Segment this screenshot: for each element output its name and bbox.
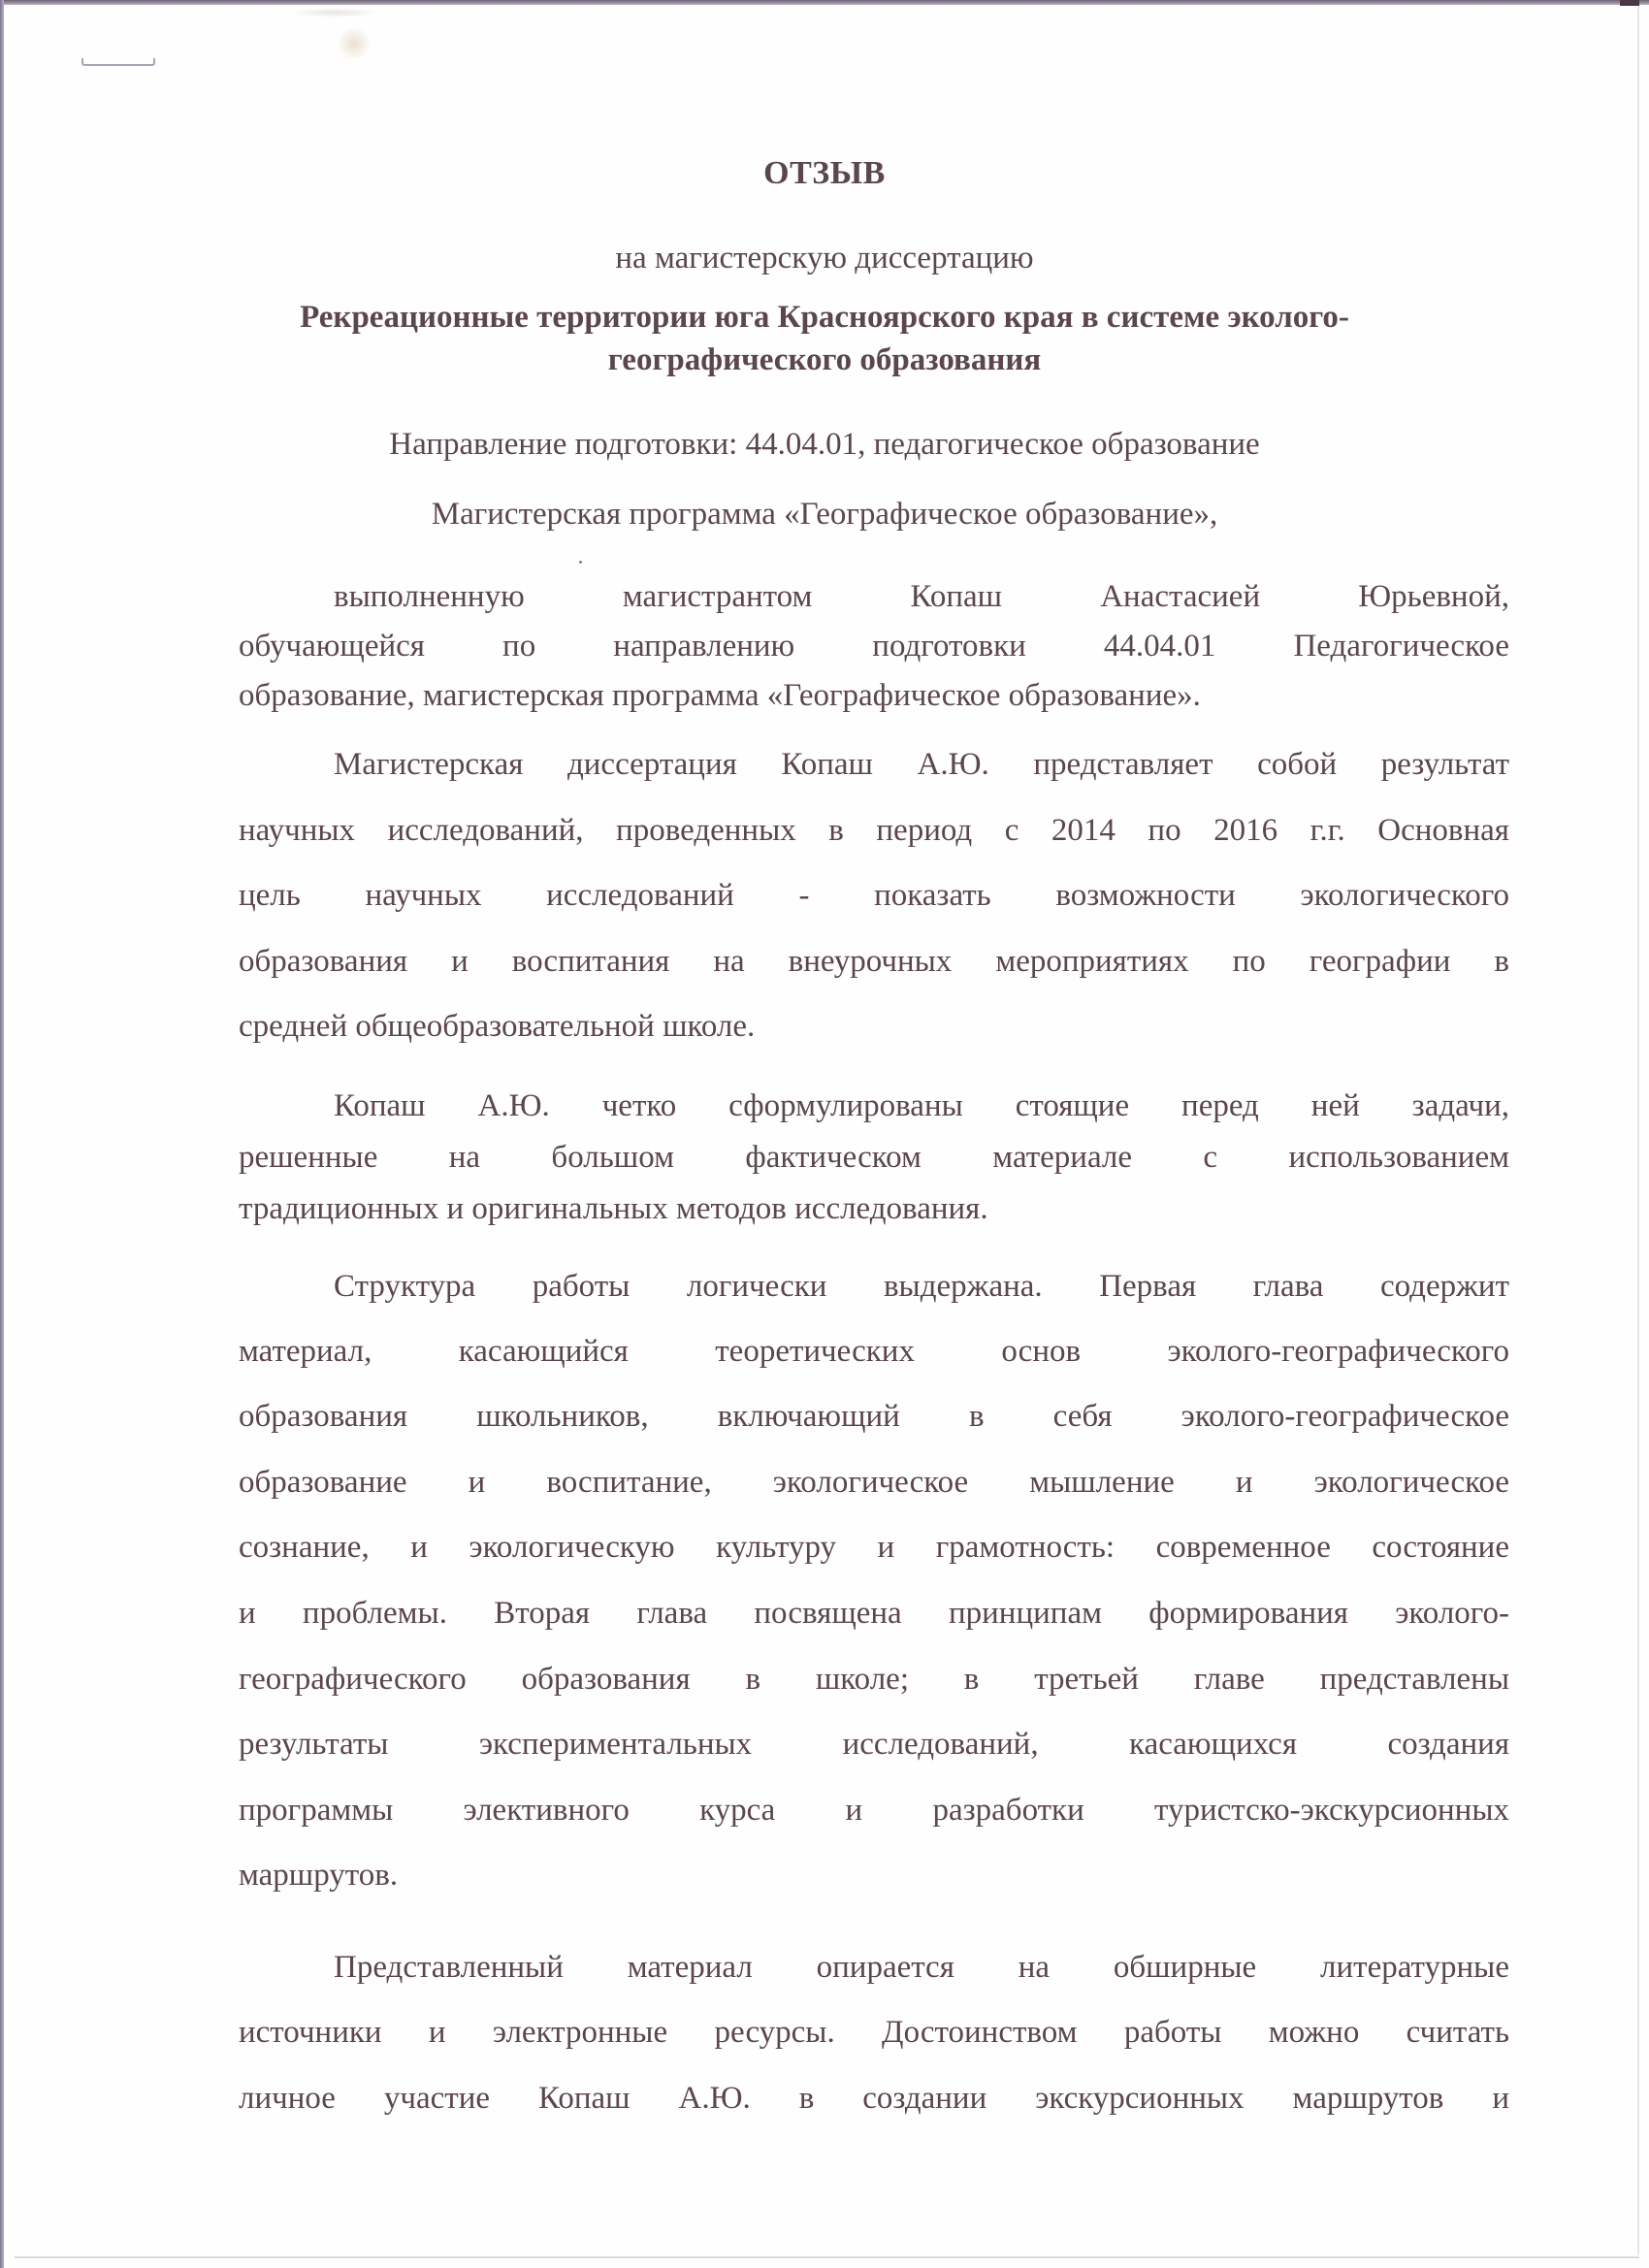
paragraph-line: научных исследований, проведенных в период с 2014 по 2016 г.г. Основная (239, 813, 1509, 848)
paragraph-line: географического образования в школе; в третьей главе представлены (239, 1662, 1509, 1697)
paragraph-line: средней общеобразовательной школе. (239, 1009, 756, 1044)
paragraph-line: Магистерская диссертация Копаш А.Ю. представляет собой результат (334, 747, 1509, 782)
paragraph-line: традиционных и оригинальных методов исследования. (239, 1191, 988, 1226)
paragraph-line: образование и воспитание, экологическое мышление и экологическое (239, 1465, 1509, 1500)
stamp-smudge-mark (335, 29, 373, 58)
paragraph-line: источники и электронные ресурсы. Достоинством работы можно считать (239, 2015, 1509, 2050)
paragraph-line: результаты экспериментальных исследований, касающихся создания (239, 1727, 1509, 1762)
paragraph-line: и проблемы. Вторая глава посвящена принципам формирования эколого- (239, 1596, 1509, 1631)
paragraph-line: Представленный материал опирается на обширные литературные (334, 1950, 1509, 1985)
paragraph-line: цель научных исследований - показать возможности экологического (239, 878, 1509, 913)
study-direction: Направление подготовки: 44.04.01, педагогическое образование (389, 427, 1260, 462)
master-program: Магистерская программа «Географическое образование», (431, 497, 1218, 532)
document-subtitle: на магистерскую диссертацию (615, 241, 1034, 275)
paragraph-line: выполненную магистрантом Копаш Анастасией Юрьевной, (334, 579, 1509, 614)
paragraph-line: решенные на большом фактическом материале с использованием (239, 1140, 1509, 1175)
paragraph-line: Структура работы логически выдержана. Первая глава содержит (334, 1269, 1509, 1304)
thesis-title-line: географического образования (607, 342, 1042, 377)
scan-edge-bottom (15, 2256, 1639, 2258)
paragraph-line: образования школьников, включающий в себя эколого-географическое (239, 1399, 1509, 1434)
paragraph-line: сознание, и экологическую культуру и грамотность: современное состояние (239, 1530, 1509, 1565)
paragraph-line: личное участие Копаш А.Ю. в создании экскурсионных маршрутов и (239, 2081, 1509, 2116)
paragraph-line: маршрутов. (239, 1858, 399, 1893)
document-title: ОТЗЫВ (763, 155, 886, 191)
staple-mark-icon (81, 58, 155, 66)
paragraph-line: программы элективного курса и разработки туристско-экскурсионных (239, 1793, 1509, 1828)
scan-edge-top (0, 0, 1649, 5)
paragraph-line: образования и воспитания на внеурочных мероприятиях по географии в (239, 944, 1509, 979)
smudge-mark (291, 8, 378, 17)
scan-corner-mark (1620, 0, 1639, 6)
paragraph-line: Копаш А.Ю. четко сформулированы стоящие перед ней задачи, (334, 1088, 1509, 1123)
thesis-title (0, 296, 1649, 381)
speck-mark (579, 561, 582, 564)
thesis-title-line: Рекреационные территории юга Красноярского края в системе эколого- (300, 300, 1349, 335)
paragraph-line: образование, магистерская программа «Географическое образование». (239, 678, 1201, 713)
paragraph-line: обучающейся по направлению подготовки 44.04.01 Педагогическое (239, 629, 1509, 664)
paragraph-line: материал, касающийся теоретических основ эколого-географического (239, 1334, 1509, 1369)
